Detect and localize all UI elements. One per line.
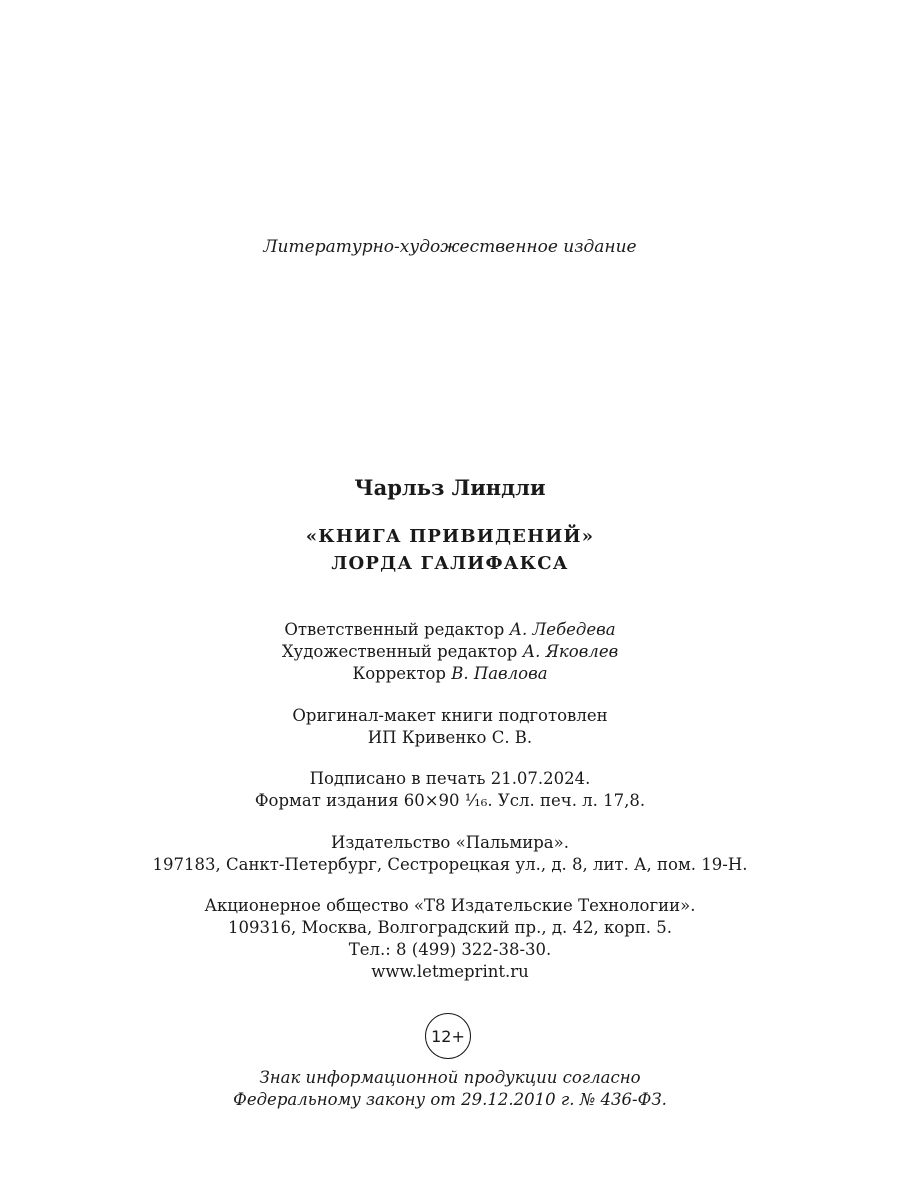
art-editor-role: Художественный редактор <box>281 642 523 661</box>
layout-credit-line-1: Оригинал-макет книги подготовлен <box>292 706 608 725</box>
proofreader-role: Корректор <box>352 664 452 683</box>
legal-note-line-1: Знак информационной продукции согласно <box>259 1068 641 1087</box>
edition-type: Литературно-художественное издание <box>263 237 637 257</box>
legal-note-line-2: Федеральному закону от 29.12.2010 г. № 436-ФЗ. <box>233 1090 667 1109</box>
chief-editor-credit <box>0 619 900 641</box>
age-rating-badge <box>425 1013 471 1059</box>
proofreader-name: В. Павлова <box>451 664 548 683</box>
printer-phone: Тел.: 8 (499) 322-38-30. <box>348 940 552 959</box>
publisher-address: 197183, Санкт-Петербург, Сестрорецкая ул., д. 8, лит. А, пом. 19-Н. <box>152 855 748 874</box>
proofreader-credit <box>0 663 900 685</box>
printer-website: www.letmeprint.ru <box>371 962 529 981</box>
author-name: Чарльз Линдли <box>354 475 546 500</box>
age-rating-label: 12+ <box>431 1026 465 1046</box>
book-title-line-2: ЛОРДА ГАЛИФАКСА <box>331 553 569 574</box>
print-format: Формат издания 60×90 ¹⁄₁₆. Усл. печ. л. 17,8. <box>254 791 646 810</box>
art-editor-name: А. Яковлев <box>522 642 619 661</box>
chief-editor-name: А. Лебедева <box>509 620 616 639</box>
printer-address: 109316, Москва, Волгоградский пр., д. 42, корп. 5. <box>227 918 673 937</box>
chief-editor-role: Ответственный редактор <box>284 620 510 639</box>
book-title-line-1: «КНИГА ПРИВИДЕНИЙ» <box>305 526 595 547</box>
printer-name: Акционерное общество «Т8 Издательские Технологии». <box>204 896 696 915</box>
art-editor-credit <box>0 641 900 663</box>
layout-credit-line-2: ИП Кривенко С. В. <box>367 728 533 747</box>
print-signed-date: Подписано в печать 21.07.2024. <box>309 769 591 788</box>
publisher-name: Издательство «Пальмира». <box>331 833 569 852</box>
